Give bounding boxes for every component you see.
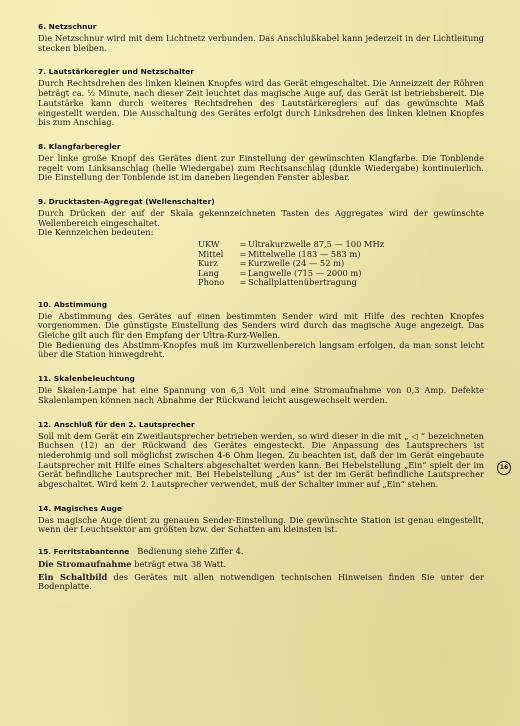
section-text: Durch Drücken der auf der Skala gekennzeichneten Tasten des Aggregates wird der gewünschte Wellenbereich eingeschaltet. (38, 208, 484, 228)
band-key: Lang (198, 267, 220, 278)
ferrit-text: Bedienung siehe Ziffer 4. (137, 546, 244, 557)
section-magisches-auge (38, 504, 484, 535)
section-klangfarbe (38, 142, 484, 183)
section-zweitlautsprecher (38, 419, 509, 490)
section-text: Das magische Auge dient zu genauen Sender-Einstellung. Die gewünschte Station ist genau eingestellt, wenn der Leuchtsektor am größten bzw. der Schatten am kleinsten ist. (38, 514, 484, 535)
ferrit-line (38, 547, 484, 557)
band-value: Ultrakurzwelle 87,5 — 100 MHz (248, 239, 385, 250)
section-title: 7. Lautstärkeregler und Netzschalter (38, 67, 194, 77)
section-text: Die Abstimmung des Gerätes auf einen bestimmten Sender wird mit Hilfe des rechten Knopfes vorgenommen. Die günstigste Einstellung des Senders wird durch das magische Auge angezeigt. Das Gleiche gilt auch für den Empfang der Ultra-Kurz-Wellen. (38, 310, 484, 341)
section-title: 12. Anschluß für den 2. Lautsprecher (38, 419, 195, 429)
section-title: 6. Netzschnur (38, 22, 97, 31)
band-key: Kurz (198, 258, 218, 269)
section-text: Die Skalen-Lampe hat eine Spannung von 6,3 Volt und eine Stromaufnahme von 0,3 Amp. Defekte Skalenlampen können nach Abnahme der Rückwand leicht ausgewechselt werden. (38, 385, 484, 405)
band-row (198, 278, 384, 288)
section-text-2: Die Kennzeichen bedeuten: (38, 227, 154, 238)
ferrit-title: 15. Ferritstabantenne (38, 547, 130, 557)
band-eq: = (239, 258, 247, 269)
section-skalenbeleuchtung (38, 374, 484, 405)
power-text: beträgt etwa 38 Watt. (131, 558, 227, 569)
band-value: Langwelle (715 — 2000 m) (248, 267, 362, 278)
section-netzschnur (38, 22, 484, 53)
power-line (38, 560, 484, 570)
section-title: 10. Abstimmung (38, 299, 108, 309)
section-title: 8. Klangfarberegler (38, 141, 121, 151)
section-tail (38, 547, 484, 592)
section-title: 11. Skalenbeleuchtung (38, 374, 135, 384)
band-key: Phono (198, 277, 225, 288)
band-eq: = (239, 239, 247, 250)
section-title: 14. Magisches Auge (38, 503, 123, 513)
band-eq: = (239, 248, 247, 259)
band-eq: = (239, 277, 247, 288)
schematic-line (38, 573, 484, 592)
band-value: Schallplattenübertragung (248, 277, 357, 288)
section-text: Durch Rechtsdrehen des linken kleinen Knopfes wird das Gerät eingeschaltet. Die Anneizzeit der Röhren beträgt ca. ½ Minute, nach dieser Zeit leuchtet das magische Auge auf, das Gerät ist betriebsbereit. Die Lautstärke kann durch weiteres Rechtsdrehen des Lautstärkereglers auf das gewünschte Maß eingestellt werden. Die Ausschaltung des Gerätes erfolgt durch Linksdrehen des linken kleinen Knopfes bis zum Anschlag. (38, 78, 484, 128)
section-title: 9. Drucktasten-Aggregat (Wellenschalter) (38, 197, 215, 207)
band-value: Kurzwelle (24 — 52 m) (248, 258, 345, 269)
band-key: Mittel (198, 248, 224, 259)
band-value: Mittelwelle (183 — 583 m) (248, 248, 361, 259)
section-text: Der linke große Knopf des Gerätes dient zur Einstellung der gewünschten Klangfarbe. Die Tonblende regelt vom Linksanschlag (helle Wiedergabe) zum Rechtsanschlag (dunkle Wiedergabe) kontinuierlich. Die Einstellung der Tonblende ist im daneben liegenden Fenster ablesbar. (38, 152, 484, 183)
section-abstimmung (38, 300, 484, 361)
band-table (198, 240, 384, 288)
schematic-bold: Ein Schaltbild (38, 571, 108, 582)
schematic-text: des Gerätes mit allen notwendigen technischen Hinweisen finden Sie unter der Bodenplatte. (38, 571, 484, 592)
band-eq: = (239, 267, 247, 278)
section-text-2: Die Bedienung des Abstimm-Knopfes muß im Kurzwellenbereich langsam erfolgen, da man sonst leicht über die Station hinwegdreht. (38, 339, 484, 360)
section-lautstaerke (38, 67, 484, 128)
manual-page (38, 22, 509, 592)
page-marker-badge: 16 (497, 461, 511, 475)
band-key: UKW (198, 239, 220, 250)
section-text: Soll mit dem Gerät ein Zweitlautsprecher betrieben werden, so wird dieser in die mit „ ◁ “ bezeichneten Buchsen (12) an der Rückwand des Gerätes eingesteckt. Die Anpassung des Lautsprechers ist niederohmig und soll möglichst zwischen 4-6 Ohm liegen. Zu beachten ist, daß der im Gerät eingebaute Lautsprecher mit Hilfe eines Schalters abgeschaltet werden kann. Bei Hebelstellung „Ein“ spielt der im Gerät befindliche Lautsprecher mit. Bei Hebelstellung „Aus“ ist der im Gerät befindliche Lautsprecher abgeschaltet. Wird kein 2. Lautsprecher verwendet, muß der Schalter immer auf „Ein“ stehen. (38, 430, 484, 490)
power-bold: Die Stromaufnahme (38, 558, 132, 569)
section-drucktasten (38, 197, 484, 288)
section-text: Die Netzschnur wird mit dem Lichtnetz verbunden. Das Anschlußkabel kann jederzeit in der Lichtleitung stecken bleiben. (38, 33, 484, 53)
